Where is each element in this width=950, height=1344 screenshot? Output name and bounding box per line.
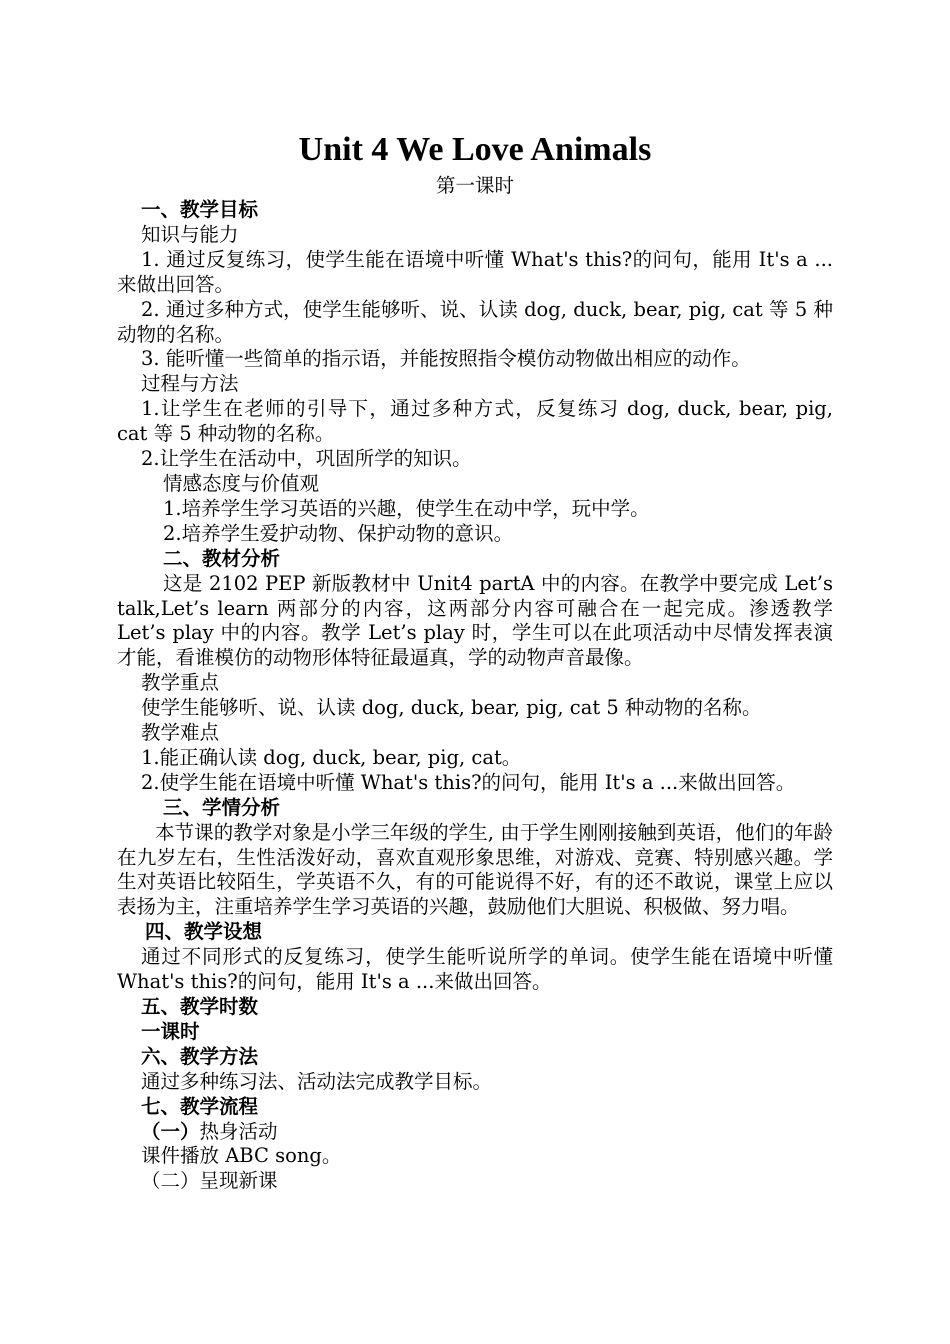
subheading-knowledge: 知识与能力 [141,222,239,246]
design-paragraph: 通过不同形式的反复练习，使学生能听说所学的单词。使学生能在语境中听懂 What's this?的问句，能用 It's a ...来做出回答。 [117,945,833,994]
section-heading-objectives: 一、教学目标 [141,198,259,221]
procedure-step-new-lesson: （二）呈现新课 [141,1169,278,1193]
methods-text: 通过多种练习法、活动法完成教学目标。 [141,1069,493,1093]
objective-item: 2. 通过多种方式，使学生能够听、说、认读 dog, duck, bear, pig, cat 等 5 种动物的名称。 [117,297,833,346]
document-body [117,198,833,1194]
difficulty-item: 1.能正确认读 dog, duck, bear, pig, cat。 [141,745,522,769]
process-item: 2.让学生在活动中，巩固所学的知识。 [141,447,472,471]
subheading-key-points: 教学重点 [141,671,220,695]
objective-item: 1. 通过反复练习，使学生能在语境中听懂 What's this?的问句，能用 It's a ...来做出回答。 [117,247,833,296]
difficulty-item: 2.使学生能在语境中听懂 What's this?的问句，能用 It's a ...来做出回答。 [141,770,796,794]
section-heading-methods: 六、教学方法 [141,1044,259,1068]
material-paragraph: 这是 2102 PEP 新版教材中 Unit4 partA 中的内容。在教学中要完成 Let’s talk,Let’s learn 两部分的内容，这两部分内容可融合在一起完成。渗透教学 Let’s play 中的内容。教学 Let’s play 时，学生可以在此项活动中尽情发挥表演才能，看谁模仿的动物形体特征最逼真，学的动物声音最像。 [117,571,833,670]
subheading-process: 过程与方法 [141,372,239,396]
hours-value: 一课时 [141,1019,200,1043]
objective-item: 3. 能听懂一些简单的指示语，并能按照指令模仿动物做出相应的动作。 [141,347,751,371]
procedure-text: 课件播放 ABC song。 [141,1144,342,1168]
process-item: 1.让学生在老师的引导下，通过多种方式，反复练习 dog, duck, bear, pig, cat 等 5 种动物的名称。 [117,397,833,446]
document-title: Unit 4 We Love Animals [298,131,652,168]
key-point-text: 使学生能够听、说、认读 dog, duck, bear, pig, cat 5 种动物的名称。 [141,696,762,720]
attitude-item: 2.培养学生爱护动物、保护动物的意识。 [163,521,514,545]
step-title: 热身活动 [199,1119,278,1143]
subheading-difficulties: 教学难点 [141,721,220,745]
attitude-item: 1.培养学生学习英语的兴趣，使学生在动中学，玩中学。 [163,496,650,520]
section-heading-material: 二、教材分析 [163,546,281,570]
students-paragraph: 本节课的教学对象是小学三年级的学生, 由于学生刚刚接触到英语，他们的年龄在九岁左右，生性活泼好动，喜欢直观形象思维，对游戏、竞赛、特别感兴趣。学生对英语比较陌生，学英语不久，有的可能说得不好，有的还不敢说，课堂上应以表扬为主，注重培养学生学习英语的兴趣，鼓励他们大胆说、积极做、努力唱。 [117,820,833,919]
lesson-subtitle: 第一课时 [435,174,514,197]
step-number: （一） [141,1119,200,1143]
section-heading-procedure: 七、教学流程 [141,1094,259,1118]
section-heading-students: 三、学情分析 [163,795,281,819]
section-heading-design: 四、教学设想 [145,920,263,944]
procedure-step-warmup [117,1120,833,1145]
subheading-attitude: 情感态度与价值观 [163,471,320,495]
section-heading-hours: 五、教学时数 [141,995,259,1018]
